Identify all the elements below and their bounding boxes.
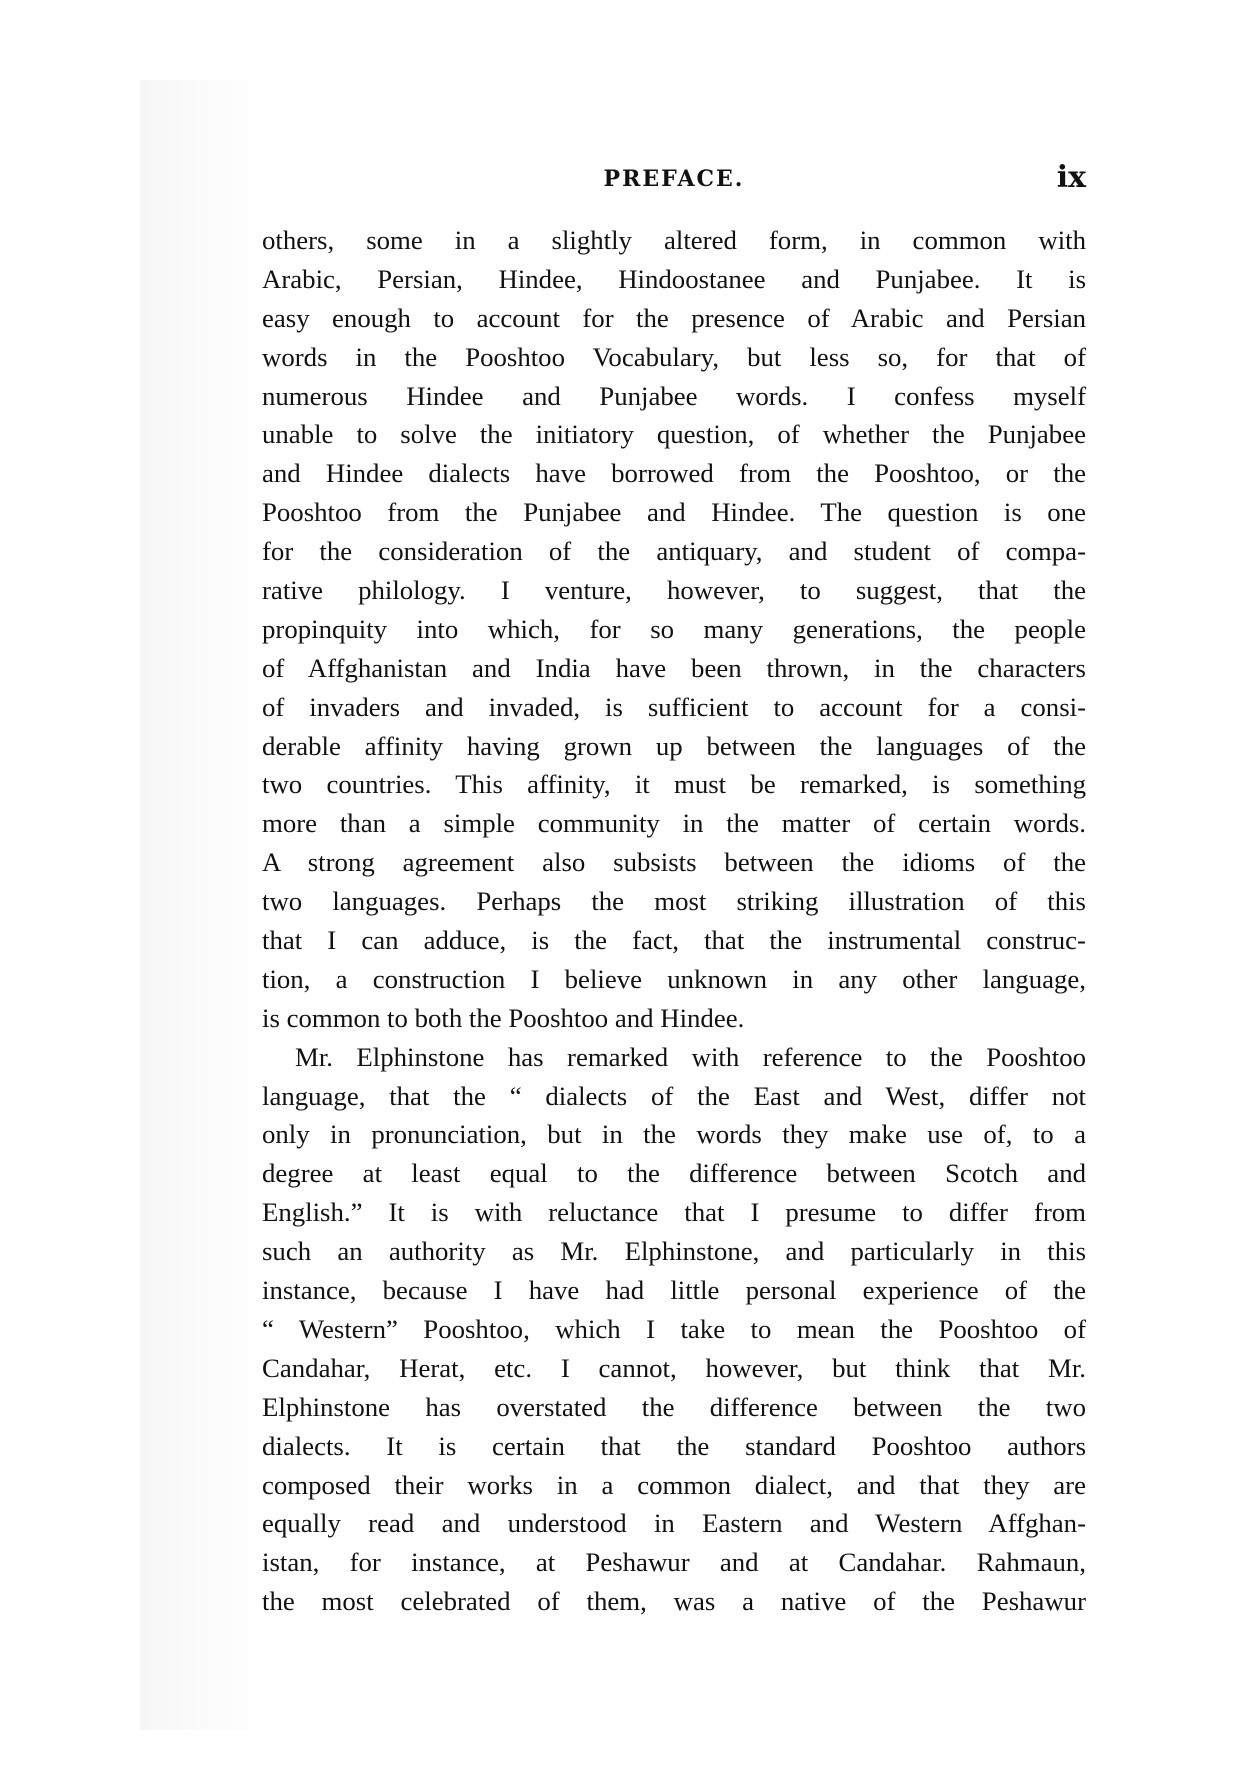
page-header: [262, 160, 1086, 200]
text-line: is common to both the Pooshtoo and Hindee.: [262, 1002, 745, 1033]
text-line: the most celebrated of them, was a native of the Peshawur: [262, 1586, 1086, 1617]
text-line: “ Western” Pooshtoo, which I take to mean the Pooshtoo of: [262, 1313, 1086, 1344]
text-line: derable affinity having grown up between the languages of the: [262, 730, 1086, 761]
text-line: English.” It is with reluctance that I presume to differ from: [262, 1197, 1086, 1228]
text-line: dialects. It is certain that the standard Pooshtoo authors: [262, 1430, 1086, 1461]
text-line: Candahar, Herat, etc. I cannot, however, but think that Mr.: [262, 1352, 1086, 1383]
text-line: two countries. This affinity, it must be remarked, is something: [262, 769, 1086, 800]
text-line: Mr. Elphinstone has remarked with reference to the Pooshtoo: [295, 1041, 1086, 1072]
text-line: tion, a construction I believe unknown in any other language,: [262, 963, 1086, 994]
text-line: Elphinstone has overstated the difference between the two: [262, 1391, 1086, 1422]
text-line: numerous Hindee and Punjabee words. I confess myself: [262, 380, 1086, 411]
text-line: more than a simple community in the matter of certain words.: [262, 808, 1086, 839]
text-line: that I can adduce, is the fact, that the instrumental construc-: [262, 925, 1086, 956]
text-line: istan, for instance, at Peshawur and at Candahar. Rahmaun,: [262, 1547, 1086, 1578]
text-line: and Hindee dialects have borrowed from the Pooshtoo, or the: [262, 458, 1086, 489]
text-line: only in pronunciation, but in the words they make use of, to a: [262, 1119, 1086, 1150]
text-line: propinquity into which, for so many generations, the people: [262, 613, 1086, 644]
text-line: others, some in a slightly altered form, in common with: [262, 225, 1086, 255]
text-line: instance, because I have had little personal experience of the: [262, 1275, 1086, 1306]
text-line: words in the Pooshtoo Vocabulary, but less so, for that of: [262, 341, 1086, 372]
text-line: rative philology. I venture, however, to suggest, that the: [262, 575, 1086, 606]
running-head: PREFACE.: [603, 166, 745, 192]
text-line: two languages. Perhaps the most striking illustration of this: [262, 886, 1086, 917]
text-line: language, that the “ dialects of the East and West, differ not: [262, 1080, 1086, 1111]
paragraph: [262, 221, 1086, 1038]
text-line: of invaders and invaded, is sufficient to account for a consi-: [262, 691, 1086, 722]
text-line: easy enough to account for the presence of Arabic and Persian: [262, 302, 1086, 333]
text-line: such an authority as Mr. Elphinstone, and particularly in this: [262, 1236, 1086, 1267]
text-line: composed their works in a common dialect, and that they are: [262, 1469, 1086, 1500]
body-text: [262, 221, 1086, 1621]
text-line: degree at least equal to the difference between Scotch and: [262, 1158, 1086, 1189]
page-number: ix: [1056, 160, 1086, 195]
text-line: Arabic, Persian, Hindee, Hindoostanee and Punjabee. It is: [262, 263, 1086, 294]
text-line: of Affghanistan and India have been thrown, in the characters: [262, 652, 1086, 683]
text-line: for the consideration of the antiquary, and student of compa-: [262, 536, 1086, 567]
text-line: Pooshtoo from the Punjabee and Hindee. The question is one: [262, 497, 1086, 528]
paragraph: [262, 1038, 1086, 1621]
text-line: unable to solve the initiatory question, of whether the Punjabee: [262, 419, 1086, 450]
text-line: equally read and understood in Eastern and Western Affghan-: [262, 1508, 1086, 1539]
text-line: A strong agreement also subsists between the idioms of the: [262, 847, 1086, 878]
